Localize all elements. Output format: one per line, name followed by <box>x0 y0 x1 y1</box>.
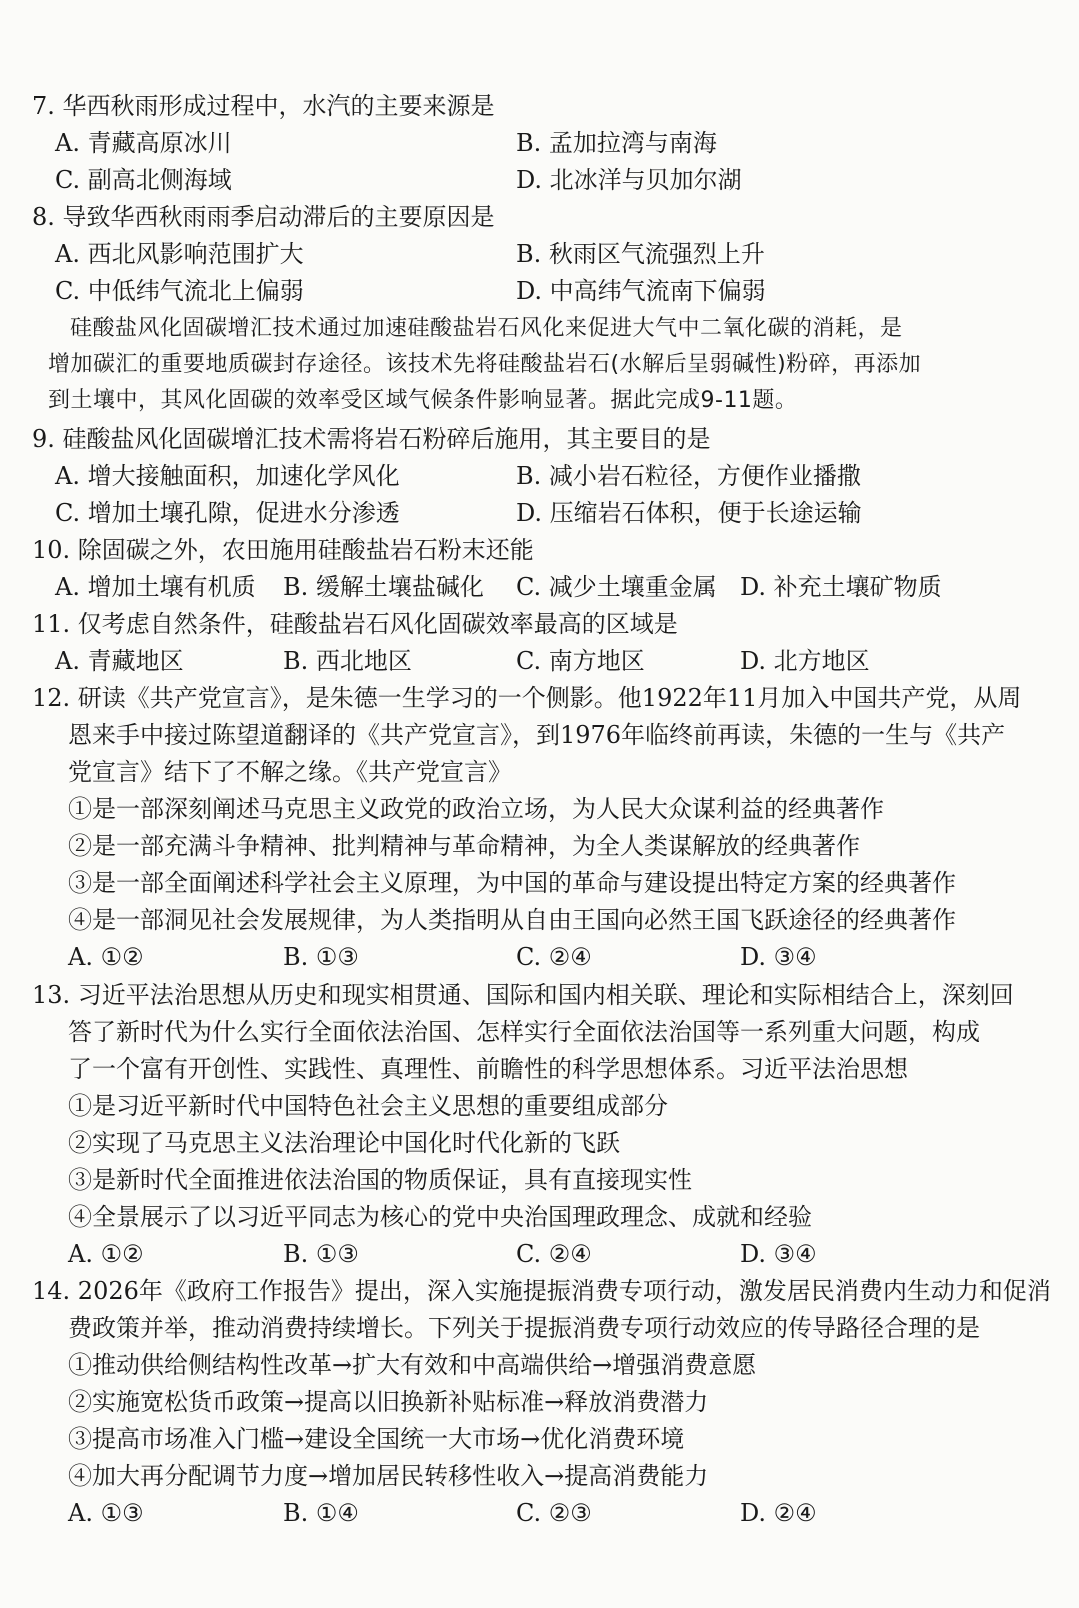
passage-line-1: 硅酸盐风化固碳增汇技术通过加速硅酸盐岩石风化来促进大气中二氧化碳的消耗，是 <box>70 316 903 341</box>
question-7-option-d: D. 北冰洋与贝加尔湖 <box>516 166 742 194</box>
question-13-stem-line-3: 了一个富有开创性、实践性、真理性、前瞻性的科学思想体系。习近平法治思想 <box>68 1055 908 1083</box>
question-10-option-c: C. 减少土壤重金属 <box>516 573 717 601</box>
question-13-item-2: ②实现了马克思主义法治理论中国化时代化新的飞跃 <box>68 1129 620 1157</box>
question-8-option-d: D. 中高纬气流南下偏弱 <box>516 277 766 305</box>
question-13-stem-line-2: 答了新时代为什么实行全面依法治国、怎样实行全面依法治国等一系列重大问题，构成 <box>68 1018 980 1046</box>
question-13-item-4: ④全景展示了以习近平同志为核心的党中央治国理政理念、成就和经验 <box>68 1203 812 1231</box>
question-10-option-b: B. 缓解土壤盐碱化 <box>283 573 484 601</box>
question-12-item-1: ①是一部深刻阐述马克思主义政党的政治立场，为人民大众谋利益的经典著作 <box>68 795 884 823</box>
question-7-option-a: A. 青藏高原冰川 <box>55 129 232 157</box>
question-7-stem: 7. 华西秋雨形成过程中，水汽的主要来源是 <box>32 92 495 120</box>
question-13-item-3: ③是新时代全面推进依法治国的物质保证，具有直接现实性 <box>68 1166 692 1194</box>
question-11-option-d: D. 北方地区 <box>740 647 870 675</box>
question-7-option-c: C. 副高北侧海域 <box>55 166 232 194</box>
question-12-option-a: A. ①② <box>68 943 144 971</box>
question-14-option-c: C. ②③ <box>516 1499 592 1527</box>
question-11-stem: 11. 仅考虑自然条件，硅酸盐岩石风化固碳效率最高的区域是 <box>32 610 678 638</box>
question-13-option-b: B. ①③ <box>283 1240 359 1268</box>
question-10-option-a: A. 增加土壤有机质 <box>55 573 256 601</box>
question-12-option-b: B. ①③ <box>283 943 359 971</box>
question-13-item-1: ①是习近平新时代中国特色社会主义思想的重要组成部分 <box>68 1092 668 1120</box>
question-12-item-4: ④是一部洞见社会发展规律，为人类指明从自由王国向必然王国飞跃途径的经典著作 <box>68 906 956 934</box>
question-8-option-c: C. 中低纬气流北上偏弱 <box>55 277 304 305</box>
question-10-option-d: D. 补充土壤矿物质 <box>740 573 942 601</box>
question-12-option-d: D. ③④ <box>740 943 817 971</box>
question-12-item-3: ③是一部全面阐述科学社会主义原理，为中国的革命与建设提出特定方案的经典著作 <box>68 869 956 897</box>
question-14-item-3: ③提高市场准入门槛→建设全国统一大市场→优化消费环境 <box>68 1425 685 1453</box>
question-13-stem-line-1: 13. 习近平法治思想从历史和现实相贯通、国际和国内相关联、理论和实际相结合上，深刻回 <box>32 981 1014 1009</box>
question-12-stem-line-1: 12. 研读《共产党宣言》，是朱德一生学习的一个侧影。他1922年11月加入中国共产党，从周 <box>32 684 1022 712</box>
question-8-option-b: B. 秋雨区气流强烈上升 <box>516 240 765 268</box>
question-7-option-b: B. 孟加拉湾与南海 <box>516 129 717 157</box>
question-12-item-2: ②是一部充满斗争精神、批判精神与革命精神，为全人类谋解放的经典著作 <box>68 832 860 860</box>
question-14-stem-line-1: 14. 2026年《政府工作报告》提出，深入实施提振消费专项行动，激发居民消费内生动力和促消 <box>32 1277 1051 1305</box>
question-9-stem: 9. 硅酸盐风化固碳增汇技术需将岩石粉碎后施用，其主要目的是 <box>32 425 711 453</box>
question-9-option-b: B. 减小岩石粒径，方便作业播撒 <box>516 462 861 490</box>
question-8-stem: 8. 导致华西秋雨雨季启动滞后的主要原因是 <box>32 203 495 231</box>
question-9-option-c: C. 增加土壤孔隙，促进水分渗透 <box>55 499 400 527</box>
question-14-option-a: A. ①③ <box>68 1499 144 1527</box>
question-13-option-a: A. ①② <box>68 1240 144 1268</box>
question-12-stem-line-3: 党宣言》结下了不解之缘。《共产党宣言》 <box>68 758 512 786</box>
question-9-option-a: A. 增大接触面积，加速化学风化 <box>55 462 400 490</box>
question-8-option-a: A. 西北风影响范围扩大 <box>55 240 304 268</box>
question-13-option-c: C. ②④ <box>516 1240 592 1268</box>
question-14-option-d: D. ②④ <box>740 1499 817 1527</box>
question-13-option-d: D. ③④ <box>740 1240 817 1268</box>
question-14-item-2: ②实施宽松货币政策→提高以旧换新补贴标准→释放消费潜力 <box>68 1388 709 1416</box>
question-10-stem: 10. 除固碳之外，农田施用硅酸盐岩石粉末还能 <box>32 536 534 564</box>
question-9-option-d: D. 压缩岩石体积，便于长途运输 <box>516 499 862 527</box>
question-14-item-1: ①推动供给侧结构性改革→扩大有效和中高端供给→增强消费意愿 <box>68 1351 757 1379</box>
passage-line-3: 到土壤中，其风化固碳的效率受区域气候条件影响显著。据此完成9-11题。 <box>48 388 798 413</box>
question-14-item-4: ④加大再分配调节力度→增加居民转移性收入→提高消费能力 <box>68 1462 709 1490</box>
question-12-stem-line-2: 恩来手中接过陈望道翻译的《共产党宣言》，到1976年临终前再读，朱德的一生与《共产 <box>68 721 1006 749</box>
question-12-option-c: C. ②④ <box>516 943 592 971</box>
passage-line-2: 增加碳汇的重要地质碳封存途径。该技术先将硅酸盐岩石(水解后呈弱碱性)粉碎，再添加 <box>48 352 922 377</box>
question-14-option-b: B. ①④ <box>283 1499 359 1527</box>
question-11-option-c: C. 南方地区 <box>516 647 645 675</box>
question-11-option-b: B. 西北地区 <box>283 647 412 675</box>
question-11-option-a: A. 青藏地区 <box>55 647 184 675</box>
question-14-stem-line-2: 费政策并举，推动消费持续增长。下列关于提振消费专项行动效应的传导路径合理的是 <box>68 1314 980 1342</box>
